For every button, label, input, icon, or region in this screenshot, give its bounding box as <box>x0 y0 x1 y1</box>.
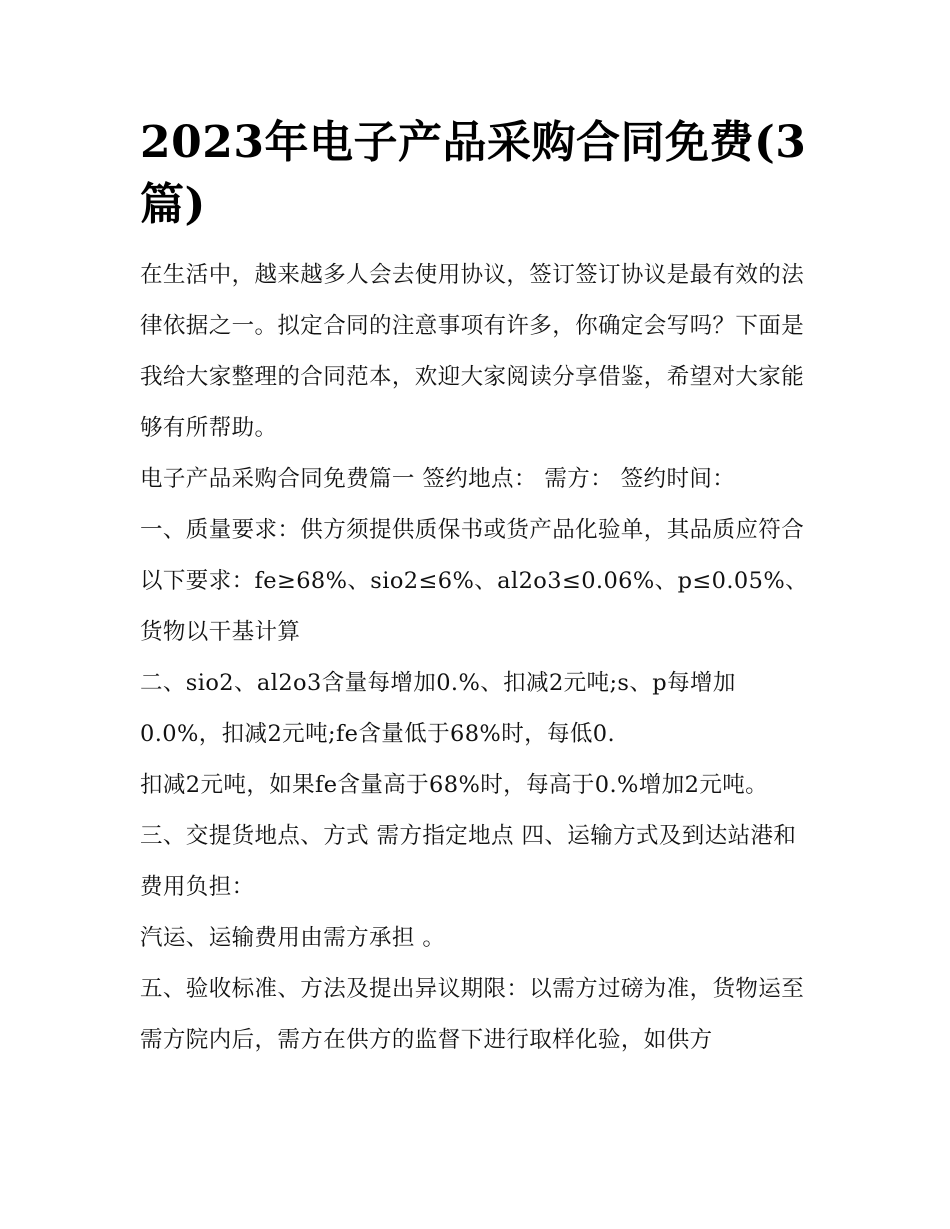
document-title: 2023年电子产品采购合同免费(3篇) <box>140 117 807 230</box>
paragraph-fe-bonus-delivery: 扣减2元吨，如果fe含量高于68%时，每高于0.%增加2元吨。 三、交提货地点、方式 需方指定地点 四、运输方式及到达站港和费用负担： <box>140 772 797 900</box>
paragraph-content-deduction: 二、sio2、al2o3含量每增加0.%、扣减2元吨;s、p每增加0.0%，扣减2元吨;fe含量低于68%时，每低0. <box>140 670 736 747</box>
document-body <box>140 112 815 1066</box>
paragraph-contract-header: 电子产品采购合同免费篇一 签约地点： 需方： 签约时间： <box>140 466 736 492</box>
paragraph-quality-requirements: 一、质量要求：供方须提供质保书或货产品化验单，其品质应符合以下要求：fe≥68%、sio2≤6%、al2o3≤0.06%、p≤0.05%、货物以干基计算 <box>140 517 809 645</box>
paragraph-intro: 在生活中，越来越多人会去使用协议，签订签订协议是最有效的法律依据之一。拟定合同的注意事项有许多，你确定会写吗？下面是我给大家整理的合同范本，欢迎大家阅读分享借鉴，希望对大家能够有所帮助。 <box>140 262 805 441</box>
paragraph-acceptance-standard: 五、验收标准、方法及提出异议期限：以需方过磅为准，货物运至需方院内后，需方在供方的监督下进行取样化验，如供方 <box>140 976 805 1053</box>
paragraph-transport-cost: 汽运、运输费用由需方承担 。 <box>140 925 446 951</box>
